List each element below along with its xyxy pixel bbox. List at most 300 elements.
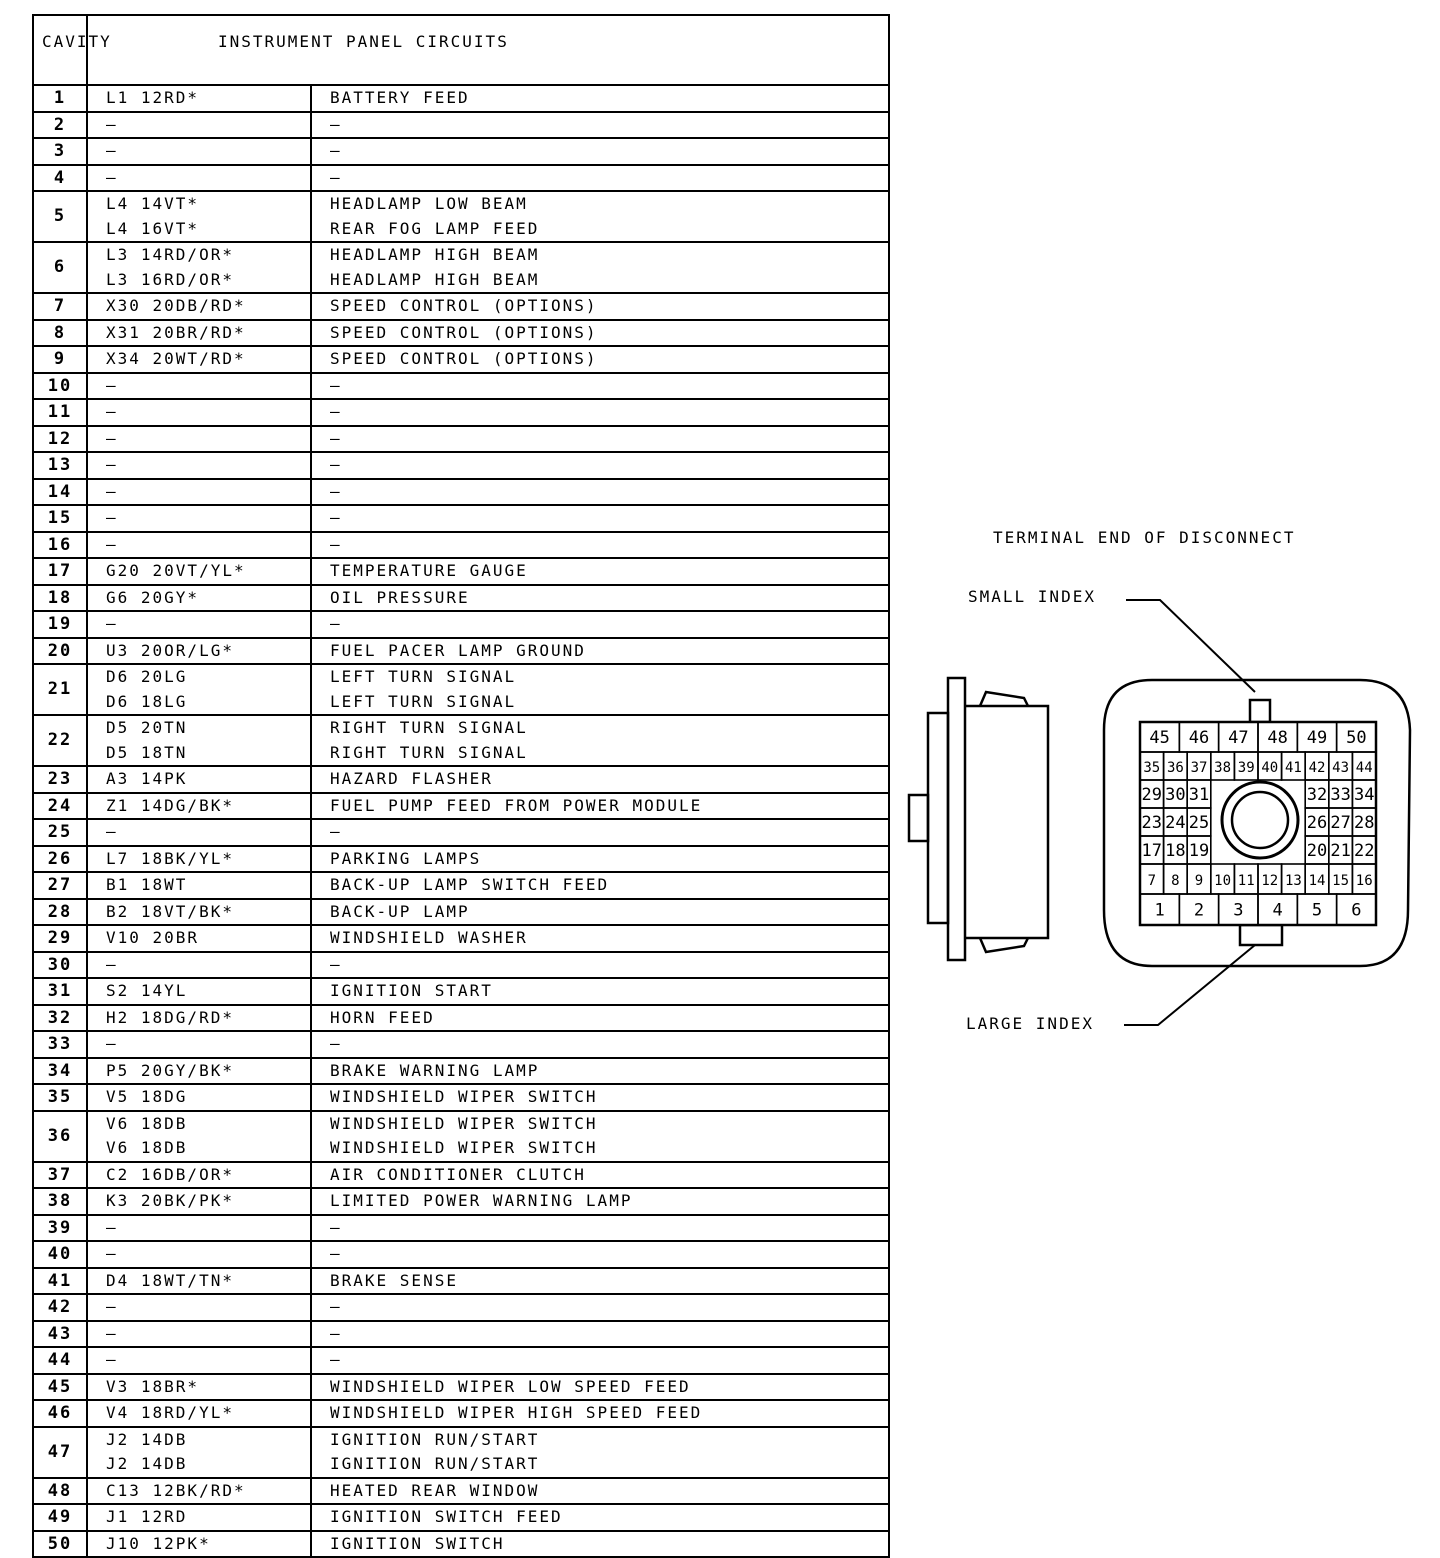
pin-number: 2 [1193,900,1205,921]
connector-pin [1305,836,1329,864]
pin-number: 9 [1194,873,1204,889]
cavity-number: 30 [33,952,87,979]
wire-code-cell [87,1058,311,1085]
table-row [33,638,889,665]
wire-code-cell [87,399,311,426]
table-row [33,293,889,320]
circuit-function: HEADLAMP HIGH BEAM [330,269,540,289]
wire-code: — [106,375,118,395]
circuit-function-cell [311,320,889,347]
wire-code-cell [87,426,311,453]
circuit-function-cell [311,978,889,1005]
circuit-function: IGNITION SWITCH [330,1533,505,1553]
circuit-function-cell [311,1031,889,1058]
circuit-function: — [330,1244,342,1263]
circuit-function-cell [311,638,889,665]
pin-number: 24 [1165,813,1186,833]
pin-number: 8 [1171,873,1180,889]
pin-number: 30 [1165,785,1186,805]
cavity-number: 17 [33,558,87,585]
table-row [33,373,889,400]
wire-code: X30 20DB/RD* [106,296,246,315]
cavity-number: 37 [33,1162,87,1189]
cavity-number: 40 [33,1241,87,1268]
pin-number: 47 [1228,728,1249,748]
pin-number: 17 [1141,841,1163,861]
cavity-number: 23 [33,766,87,793]
table-row [33,85,889,112]
cavity-number: 35 [33,1084,87,1111]
wire-code-cell [87,1478,311,1505]
cavity-number: 10 [33,373,87,400]
wire-code-cell [87,1427,311,1478]
wire-code: X31 20BR/RD* [106,322,246,342]
circuit-function-cell [311,165,889,192]
cavity-number: 24 [33,793,87,820]
circuit-function-cell [311,1531,889,1558]
circuit-function-cell [311,346,889,373]
pin-number: 39 [1237,760,1255,776]
circuit-function-cell [311,452,889,479]
table-row [33,1531,889,1558]
circuit-function-cell [311,399,889,426]
pin-number: 5 [1311,900,1323,921]
circuit-function: LEFT TURN SIGNAL [330,667,517,686]
wire-code-cell [87,611,311,638]
circuit-function: — [330,1350,342,1369]
wire-code: — [106,1297,118,1316]
pin-number: 44 [1355,760,1373,776]
pin-number: 31 [1188,785,1210,805]
circuit-function: — [330,1323,342,1343]
circuit-function: HEADLAMP HIGH BEAM [330,245,540,264]
circuit-function: WINDSHIELD WASHER [330,928,528,947]
circuit-function-cell [311,664,889,715]
pin-number: 7 [1147,873,1157,889]
circuit-function-cell [311,925,889,952]
circuit-function-cell [311,899,889,926]
circuit-function-cell [311,715,889,766]
circuit-function: REAR FOG LAMP FEED [330,218,540,238]
wire-code: V4 18RD/YL* [106,1403,234,1422]
wire-code: — [106,534,118,554]
circuit-function-cell [311,242,889,293]
circuit-function: — [330,954,342,974]
wire-code: V5 18DG [106,1087,188,1106]
cavity-number: 7 [33,293,87,320]
pin-number: 12 [1261,873,1279,889]
wire-code-cell [87,112,311,139]
pin-number: 34 [1353,785,1375,805]
circuit-function-cell [311,766,889,793]
table-row [33,664,889,715]
circuit-function: HORN FEED [330,1007,435,1027]
cavity-number: 26 [33,846,87,873]
circuit-function-cell [311,846,889,873]
pin-number: 29 [1141,785,1163,805]
wire-code-cell [87,532,311,559]
wire-code-cell [87,1005,311,1032]
wire-code: A3 14PK [106,769,188,788]
wire-code-cell [87,479,311,506]
pin-number: 23 [1141,813,1163,833]
cavity-number: 20 [33,638,87,665]
circuit-function: — [330,114,342,134]
table-row [33,766,889,793]
wire-code: X34 20WT/RD* [106,349,246,368]
wire-code: V6 18DB [106,1113,188,1133]
connector-pin [1164,780,1188,808]
wire-code: — [106,822,118,841]
table-row [33,1215,889,1242]
cavity-number: 1 [33,85,87,112]
connector-pin [1140,808,1164,836]
circuit-function: FUEL PACER LAMP GROUND [330,640,586,660]
wire-code-cell [87,373,311,400]
table-row [33,1084,889,1111]
circuit-function: HEADLAMP LOW BEAM [330,194,528,213]
wire-code: — [106,1034,118,1053]
circuit-function: IGNITION SWITCH FEED [330,1507,563,1526]
table-row [33,846,889,873]
pin-number: 38 [1214,760,1232,776]
cavity-number: 25 [33,819,87,846]
wire-code: H2 18DG/RD* [106,1007,234,1027]
table-row [33,1031,889,1058]
circuit-function-cell [311,293,889,320]
circuit-function: — [330,822,342,841]
wire-code: L1 12RD* [106,88,200,107]
cavity-number: 9 [33,346,87,373]
circuit-function: BRAKE SENSE [330,1270,458,1290]
cavity-number: 41 [33,1268,87,1295]
cavity-number: 5 [33,191,87,242]
cavity-number: 50 [33,1531,87,1558]
table-row [33,872,889,899]
circuit-function: PARKING LAMPS [330,848,482,868]
circuit-function-cell [311,585,889,612]
table-row [33,1400,889,1427]
circuit-function-cell [311,819,889,846]
wire-code: L3 16RD/OR* [106,269,234,289]
wire-code: D5 18TN [106,742,188,762]
connector-pin [1187,780,1211,808]
wire-code: — [106,455,118,474]
table-row [33,1374,889,1401]
table-row [33,426,889,453]
wire-code-cell [87,1215,311,1242]
connector-pin [1140,780,1164,808]
circuit-function-cell [311,1294,889,1321]
wire-code-cell [87,715,311,766]
cavity-number: 45 [33,1374,87,1401]
circuit-function-cell [311,1347,889,1374]
circuit-function-cell [311,138,889,165]
circuit-function: RIGHT TURN SIGNAL [330,742,528,762]
circuit-function: WINDSHIELD WIPER LOW SPEED FEED [330,1376,691,1396]
table-row [33,399,889,426]
wire-code: D4 18WT/TN* [106,1270,234,1290]
table-row [33,925,889,952]
connector-pin [1140,836,1164,864]
wire-code-cell [87,766,311,793]
wire-code-cell [87,558,311,585]
pin-number: 46 [1188,728,1210,748]
cavity-number: 39 [33,1215,87,1242]
circuit-function-cell [311,952,889,979]
wire-code-cell [87,138,311,165]
wire-code: J2 14DB [106,1429,188,1449]
pin-number: 10 [1214,873,1232,889]
cavity-number: 42 [33,1294,87,1321]
cavity-number: 33 [33,1031,87,1058]
connector-pin [1164,808,1188,836]
table-row [33,558,889,585]
wire-code: J10 12PK* [106,1533,211,1553]
wire-code: — [106,954,118,974]
wire-code-cell [87,846,311,873]
circuit-function-cell [311,1374,889,1401]
pin-number: 13 [1284,873,1302,889]
small-index-tab [1250,700,1270,722]
circuit-function: — [330,508,342,527]
wire-code-cell [87,191,311,242]
pin-number: 26 [1306,813,1328,833]
table-row [33,611,889,638]
wire-code: — [106,167,118,187]
wire-code-cell [87,293,311,320]
wire-code: G20 20VT/YL* [106,561,246,580]
circuit-function-cell [311,1111,889,1162]
table-row [33,1241,889,1268]
circuit-function-cell [311,373,889,400]
pin-number: 37 [1190,760,1208,776]
circuit-function: SPEED CONTROL (OPTIONS) [330,296,598,315]
wire-code-cell [87,242,311,293]
circuit-function: RIGHT TURN SIGNAL [330,718,528,737]
wire-code: — [106,1244,118,1263]
wire-code: S2 14YL [106,981,188,1000]
table-title [87,15,889,85]
small-index-leader [1126,600,1255,692]
circuit-function-cell [311,1504,889,1531]
wire-code-cell [87,346,311,373]
circuit-function-cell [311,426,889,453]
wire-code: L4 14VT* [106,194,200,213]
wire-code: G6 20GY* [106,587,200,607]
connector-pin [1329,780,1353,808]
cavity-number: 43 [33,1321,87,1348]
wire-code: J2 14DB [106,1454,188,1473]
table-row [33,952,889,979]
pin-number: 14 [1308,873,1326,889]
wire-code: Z1 14DG/BK* [106,795,234,815]
table-row [33,1294,889,1321]
wire-code-cell [87,819,311,846]
pin-number: 6 [1351,900,1362,921]
cavity-number: 27 [33,872,87,899]
wire-code: V3 18BR* [106,1376,200,1396]
wire-code-cell [87,320,311,347]
large-index-label: LARGE INDEX [966,1014,1094,1033]
pin-number: 21 [1330,841,1351,861]
circuit-function: BACK-UP LAMP SWITCH FEED [330,875,610,894]
wire-code-cell [87,925,311,952]
circuit-function: — [330,1217,342,1237]
connector-pin [1329,836,1353,864]
cavity-number: 13 [33,452,87,479]
circuit-function: — [330,614,342,633]
circuit-function-cell [311,1268,889,1295]
pin-number: 3 [1233,900,1244,921]
wire-code-cell [87,1400,311,1427]
cavity-number: 31 [33,978,87,1005]
wire-code-cell [87,1241,311,1268]
table-row [33,505,889,532]
cavity-number: 44 [33,1347,87,1374]
cavity-number: 8 [33,320,87,347]
table-row [33,1427,889,1478]
large-index-leader [1124,945,1255,1025]
table-row [33,346,889,373]
circuit-rows [33,85,889,1557]
table-row [33,1162,889,1189]
table-row [33,1504,889,1531]
cavity-number: 4 [33,165,87,192]
circuit-function: — [330,1297,342,1316]
circuit-function-cell [311,1215,889,1242]
wire-code-cell [87,1531,311,1558]
pin-number: 36 [1166,760,1184,776]
pin-number: 43 [1332,760,1350,776]
pin-number: 20 [1306,841,1328,861]
circuit-function: WINDSHIELD WIPER HIGH SPEED FEED [330,1403,703,1422]
cavity-number: 6 [33,242,87,293]
circuit-function-cell [311,1058,889,1085]
table-row [33,1111,889,1162]
wire-code-cell [87,452,311,479]
table-row [33,452,889,479]
pin-number: 42 [1308,760,1326,776]
circuit-function-cell [311,1084,889,1111]
pin-number: 25 [1188,813,1210,833]
circuit-function-cell [311,1241,889,1268]
circuit-function: — [330,141,342,160]
wire-code: B2 18VT/BK* [106,901,234,921]
cavity-number: 34 [33,1058,87,1085]
wire-code-cell [87,978,311,1005]
circuit-function: OIL PRESSURE [330,587,470,607]
cavity-number: 15 [33,505,87,532]
wire-code-cell [87,1111,311,1162]
wire-code-cell [87,872,311,899]
connector-pin [1352,836,1376,864]
wire-code: C13 12BK/RD* [106,1480,246,1500]
connector-pin [1187,808,1211,836]
wire-code-cell [87,1347,311,1374]
table-row [33,242,889,293]
connector-pin [1305,780,1329,808]
wire-code-cell [87,1294,311,1321]
circuit-function: SPEED CONTROL (OPTIONS) [330,349,598,368]
wire-code: — [106,481,118,501]
pin-number: 19 [1188,841,1210,861]
circuit-function: HAZARD FLASHER [330,769,493,788]
connector-pin [1352,808,1376,836]
table-row [33,479,889,506]
connector-pin [1352,780,1376,808]
table-row [33,978,889,1005]
pin-number: 15 [1332,873,1350,889]
cavity-number: 28 [33,899,87,926]
circuit-function: — [330,428,342,448]
cavity-number: 32 [33,1005,87,1032]
wire-code: — [106,1350,118,1369]
wire-code: K3 20BK/PK* [106,1191,234,1210]
circuit-function: BATTERY FEED [330,88,470,107]
wire-code-cell [87,585,311,612]
diagram-title: TERMINAL END OF DISCONNECT [993,528,1296,547]
cavity-number: 47 [33,1427,87,1478]
table-row [33,715,889,766]
circuit-function-cell [311,1188,889,1215]
connector-pin [1164,836,1188,864]
wire-code: C2 16DB/OR* [106,1164,234,1184]
wire-code: — [106,614,118,633]
wire-code-cell [87,165,311,192]
cavity-number: 19 [33,611,87,638]
connector-diagram [900,570,1420,1050]
wire-code: V6 18DB [106,1138,188,1157]
circuit-function-cell [311,112,889,139]
circuit-function: WINDSHIELD WIPER SWITCH [330,1138,598,1157]
wire-code: — [106,1217,118,1237]
pin-number: 16 [1355,873,1373,889]
wire-code-cell [87,664,311,715]
wire-code: — [106,1323,118,1343]
pin-number: 40 [1261,760,1279,776]
cavity-number: 29 [33,925,87,952]
circuit-function: AIR CONDITIONER CLUTCH [330,1164,586,1184]
wire-code: D6 20LG [106,667,188,686]
cavity-number: 12 [33,426,87,453]
circuit-function: — [330,534,342,554]
pin-number: 22 [1353,841,1375,861]
cavity-number: 48 [33,1478,87,1505]
circuit-function-cell [311,793,889,820]
circuit-function: SPEED CONTROL (OPTIONS) [330,322,598,342]
wire-code-cell [87,1504,311,1531]
circuit-function-cell [311,1162,889,1189]
pin-number: 41 [1284,760,1302,776]
table-row [33,899,889,926]
wire-code: D5 20TN [106,718,188,737]
wire-code: L4 16VT* [106,218,200,238]
cavity-number: 46 [33,1400,87,1427]
wire-code-cell [87,1374,311,1401]
pin-number: 50 [1346,728,1367,748]
table-row [33,165,889,192]
circuit-function: IGNITION START [330,981,493,1000]
table-row [33,819,889,846]
cavity-number: 3 [33,138,87,165]
cavity-number: 2 [33,112,87,139]
wire-code-cell [87,505,311,532]
connector-pin [1187,836,1211,864]
wire-code: P5 20GY/BK* [106,1060,234,1080]
cavity-number: 11 [33,399,87,426]
pin-number: 11 [1237,873,1255,889]
